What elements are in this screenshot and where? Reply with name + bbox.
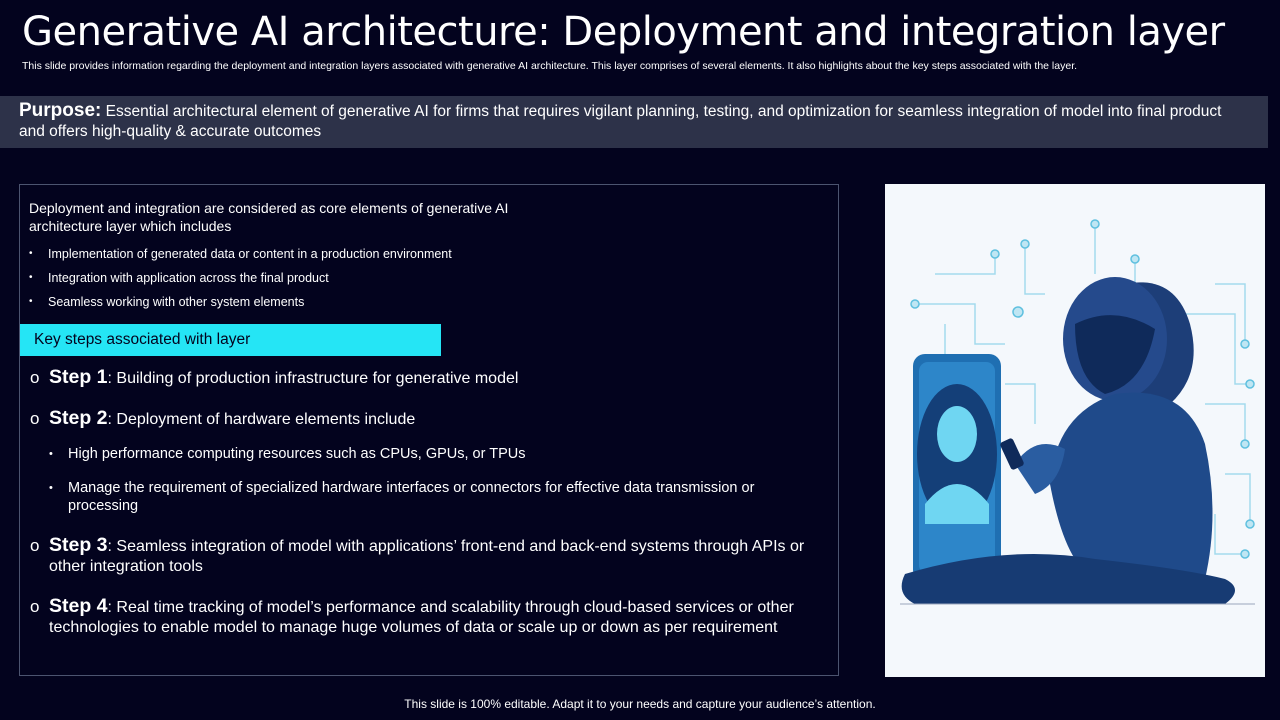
bullet-icon: • [49, 482, 53, 494]
bullet-icon: • [29, 248, 33, 259]
circle-bullet-icon: o [30, 409, 40, 428]
circle-bullet-icon: o [30, 597, 40, 616]
step-2-subitem [49, 445, 788, 463]
key-steps-heading: Key steps associated with layer [20, 324, 441, 356]
slide-subtitle: This slide provides information regarding the deployment and integration layers associated with generative AI architecture. This layer comprises of several elements. It also highlights about the key steps associated with the layer. [22, 60, 1078, 72]
purpose-label: Purpose: [19, 100, 102, 121]
list-item [29, 242, 809, 266]
circle-bullet-icon: o [30, 368, 40, 387]
purpose-band [0, 96, 1268, 148]
step-label: Step 4 [49, 595, 108, 617]
ai-human-with-smartphone-illustration [885, 184, 1265, 677]
step-2 [30, 408, 830, 430]
list-item-text: Integration with application across the final product [48, 271, 329, 285]
step-label: Step 1 [49, 366, 108, 388]
step-2-subitem [49, 479, 788, 515]
step-label: Step 2 [49, 407, 108, 429]
bullet-icon: • [29, 296, 33, 307]
step-3 [30, 535, 830, 577]
list-item [29, 266, 809, 290]
list-item-text: Implementation of generated data or content in a production environment [48, 247, 452, 261]
subitem-text: Manage the requirement of specialized hardware interfaces or connectors for effective data transmission or processing [68, 480, 755, 514]
circle-bullet-icon: o [30, 536, 40, 555]
step-label: Step 3 [49, 534, 108, 556]
illustration-graphic [885, 184, 1265, 677]
intro-text: Deployment and integration are considered as core elements of generative AI architecture layer which includes [29, 200, 509, 234]
footer-note: This slide is 100% editable. Adapt it to your needs and capture your audience’s attention. [404, 697, 876, 711]
step-text: : Deployment of hardware elements include [107, 411, 416, 428]
subitem-text: High performance computing resources such as CPUs, GPUs, or TPUs [68, 446, 526, 462]
step-text: : Real time tracking of model’s performance and scalability through cloud-based services or other technologies to enable model to manage huge volumes of data or scale up or down as per requirement [49, 599, 794, 636]
purpose-description: Essential architectural element of generative AI for firms that requires vigilant planning, testing, and optimization for seamless integration of model into final product and offers high-quality & accurate outcomes [19, 103, 1222, 140]
step-text: : Seamless integration of model with applications’ front-end and back-end systems through APIs or other integration tools [49, 538, 805, 575]
bullet-icon: • [29, 272, 33, 283]
content-panel [19, 184, 839, 676]
purpose-text-block [19, 101, 1249, 142]
layer-elements-list [29, 242, 809, 314]
step-1 [30, 367, 830, 389]
list-item [29, 290, 809, 314]
slide-title: Generative AI architecture: Deployment and integration layer [22, 9, 1225, 55]
step-4 [30, 596, 830, 638]
bullet-icon: • [49, 448, 53, 460]
list-item-text: Seamless working with other system elements [48, 295, 305, 309]
step-text: : Building of production infrastructure for generative model [107, 370, 519, 387]
